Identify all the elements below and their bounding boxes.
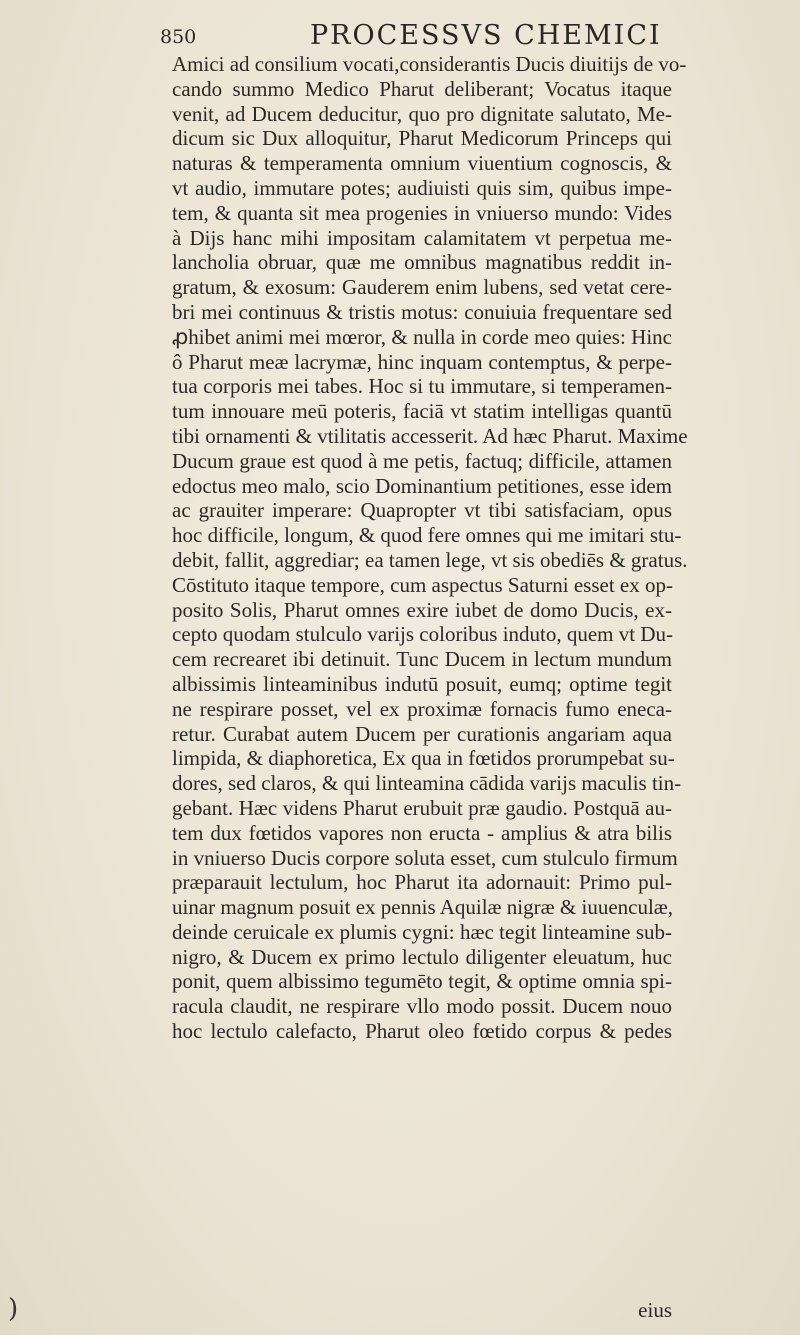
text-line: gratum, & exosum: Gauderem enim lubens, sed vetat cere- [172, 275, 672, 300]
text-line: ponit, quem albissimo tegumēto tegit, & optime omnia spi- [172, 969, 672, 994]
text-line: racula claudit, ne respirare vllo modo possit. Ducem nouo [172, 994, 672, 1019]
text-line: ô Pharut meæ lacrymæ, hinc inquam contemptus, & perpe- [172, 349, 672, 374]
margin-mark: ) [8, 1294, 19, 1324]
text-line: naturas & temperamenta omnium viuentium cognoscis, & [172, 151, 672, 176]
text-line: Ducum graue est quod à me petis, factuq; difficile, attamen [172, 448, 672, 473]
text-line: bri mei continuus & tristis motus: conuiuia frequentare sed [172, 299, 672, 324]
text-line: dores, sed claros, & qui linteamina cādida varijs maculis tin- [172, 771, 682, 796]
catchword: eius [638, 1298, 672, 1322]
text-line: in vniuerso Ducis corpore soluta esset, cum stulculo firmum [172, 845, 678, 870]
text-line: tua corporis mei tabes. Hoc si tu immutare, si temperamen- [172, 374, 672, 399]
text-line: ac grauiter imperare: Quapropter vt tibi satisfaciam, opus [172, 498, 672, 523]
text-line: tum innouare meū poteris, faciā vt statim intelligas quantū [172, 399, 672, 424]
text-line: præparauit lectulum, hoc Pharut ita adornauit: Primo pul- [172, 870, 672, 895]
page-header [160, 16, 680, 56]
text-line: cepto quodam stulculo varijs coloribus induto, quem vt Du- [172, 622, 674, 647]
text-line: hoc lectulo calefacto, Pharut oleo fœtido corpus & pedes [172, 1019, 672, 1044]
text-line: cem recrearet ibi detinuit. Tunc Ducem in lectum mundum [172, 647, 672, 672]
text-line: tem, & quanta sit mea progenies in vniuerso mundo: Vides [172, 200, 672, 225]
text-line: ꝓhibet animi mei mœror, & nulla in corde meo quies: Hinc [172, 324, 672, 349]
text-line: cando summo Medico Pharut deliberant; Vocatus itaque [172, 76, 672, 101]
text-line: limpida, & diaphoretica, Ex qua in fœtidos prorumpebat su- [172, 746, 675, 771]
text-line: à Dijs hanc mihi impositam calamitatem vt perpetua me- [172, 225, 672, 250]
text-line: tem dux fœtidos vapores non eructa - amplius & atra bilis [172, 820, 672, 845]
page-number: 850 [160, 26, 197, 48]
text-line: ne respirare posset, vel ex proximæ fornacis fumo eneca- [172, 696, 672, 721]
text-line: edoctus meo malo, scio Dominantium petitiones, esse idem [172, 473, 672, 498]
text-line: vt audio, immutare potes; audiuisti quis sim, quibus impe- [172, 175, 672, 200]
text-line: gebant. Hæc videns Pharut erubuit præ gaudio. Postquā au- [172, 795, 672, 820]
text-line: albissimis linteaminibus indutū posuit, eumq; optime tegit [172, 671, 672, 696]
text-line: venit, ad Ducem deducitur, quo pro dignitate salutato, Me- [172, 101, 672, 126]
text-line: lancholia obruar, quæ me omnibus magnatibus reddit in- [172, 250, 672, 275]
text-line: tibi ornamenti & vtilitatis accesserit. Ad hæc Pharut. Maxime [172, 423, 688, 448]
text-line: hoc difficile, longum, & quod fere omnes qui me imitari stu- [172, 523, 682, 548]
body-text [172, 52, 688, 1044]
text-line: dicum sic Dux alloquitur, Pharut Medicorum Princeps qui [172, 126, 672, 151]
text-line: Cōstituto itaque tempore, cum aspectus Saturni esset ex op- [172, 572, 673, 597]
text-line: debit, fallit, aggrediar; ea tamen lege, vt sis obediēs & gratus. [172, 547, 688, 572]
text-line: retur. Curabat autem Ducem per curationis angariam aqua [172, 721, 672, 746]
running-head: PROCESSVS CHEMICI [310, 20, 662, 51]
text-line: nigro, & Ducem ex primo lectulo diligenter eleuatum, huc [172, 944, 672, 969]
text-line: deinde ceruicale ex plumis cygni: hæc tegit linteamine sub- [172, 919, 672, 944]
text-line: posito Solis, Pharut omnes exire iubet de domo Ducis, ex- [172, 597, 672, 622]
text-line: uinar magnum posuit ex pennis Aquilæ nigræ & iuuenculæ, [172, 895, 674, 920]
text-line: Amici ad consilium vocati,considerantis Ducis diuitijs de vo- [172, 52, 687, 76]
